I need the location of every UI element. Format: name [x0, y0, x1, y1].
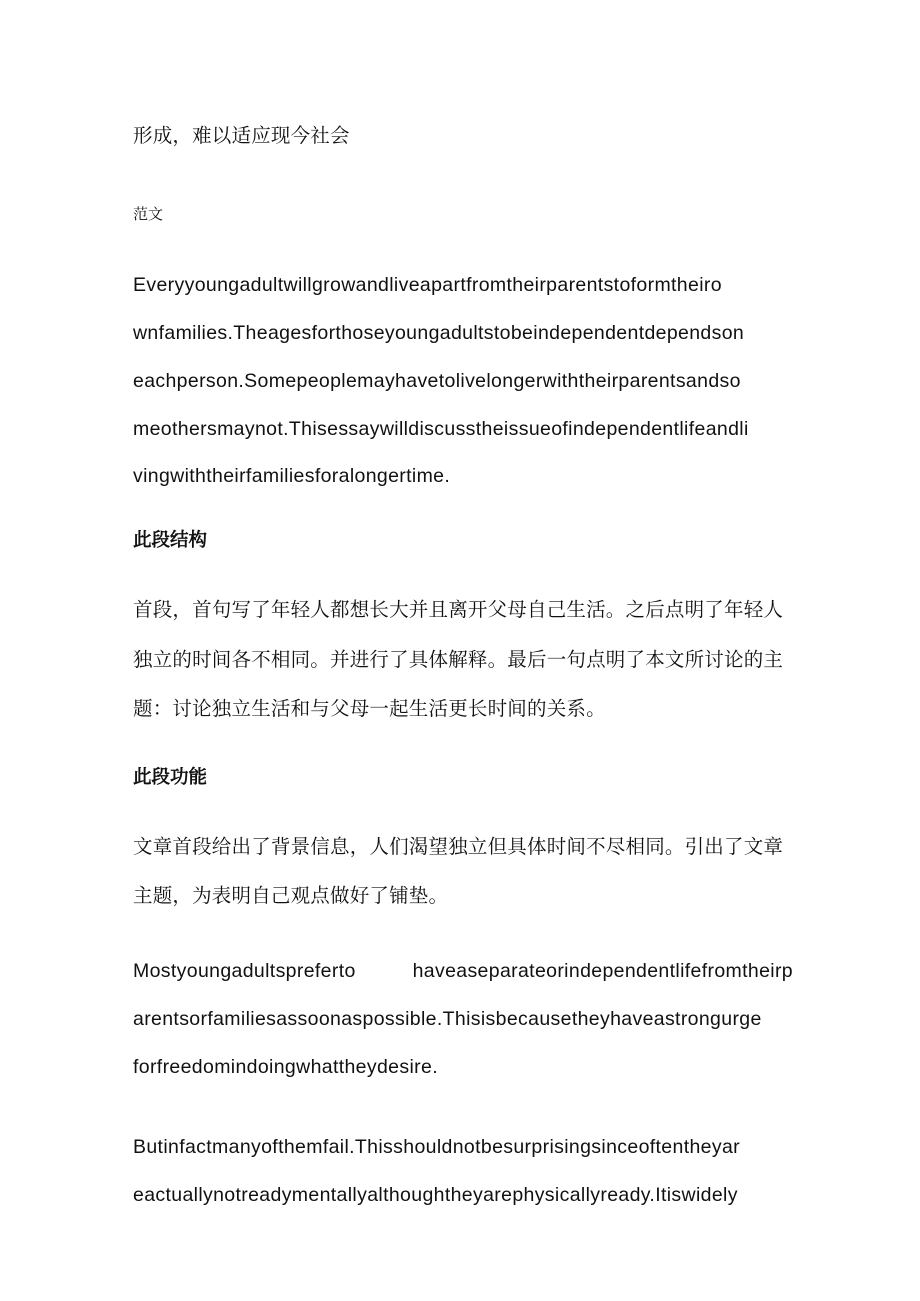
sample-paragraph-line: meothersmaynot.Thisessaywilldiscusstheissueofindependentlifeandli: [133, 418, 749, 440]
function-line: 文章首段给出了背景信息，人们渴望独立但具体时间不尽相同。引出了文章: [133, 835, 784, 858]
function-line: 主题，为表明自己观点做好了铺垫。: [133, 884, 449, 907]
paragraph-two-line: arentsorfamiliesassoonaspossible.Thisisbecausetheyhaveastrongurge: [133, 1008, 762, 1030]
sample-paragraph-line: vingwiththeirfamiliesforalongertime.: [133, 465, 451, 487]
paragraph-two-line: Mostyoungadultspreferto haveaseparateorindependentlifefromtheirp: [133, 960, 793, 982]
intro-fragment: 形成，难以适应现今社会: [133, 124, 350, 147]
sample-paragraph-line: eachperson.Somepeoplemayhavetolivelongerwiththeirparentsandso: [133, 370, 741, 392]
sample-paragraph-line: Everyyoungadultwillgrowandliveapartfromtheirparentstoformtheiro: [133, 274, 722, 296]
sample-paragraph-line: wnfamilies.Theagesforthoseyoungadultstobeindependentdependson: [133, 322, 745, 344]
structure-line: 独立的时间各不相同。并进行了具体解释。最后一句点明了本文所讨论的主: [133, 648, 784, 671]
structure-line: 题：讨论独立生活和与父母一起生活更长时间的关系。: [133, 697, 606, 720]
structure-heading: 此段结构: [133, 530, 208, 551]
function-heading: 此段功能: [133, 767, 208, 788]
paragraph-three-line: Butinfactmanyofthemfail.Thisshouldnotbesurprisingsinceoftentheyar: [133, 1136, 740, 1158]
sample-label: 范文: [133, 205, 164, 223]
structure-line: 首段，首句写了年轻人都想长大并且离开父母自己生活。之后点明了年轻人: [133, 598, 784, 621]
paragraph-three-line: eactuallynotreadymentallyalthoughtheyarephysicallyready.Itiswidely: [133, 1184, 738, 1206]
paragraph-two-line: forfreedomindoingwhattheydesire.: [133, 1056, 438, 1078]
